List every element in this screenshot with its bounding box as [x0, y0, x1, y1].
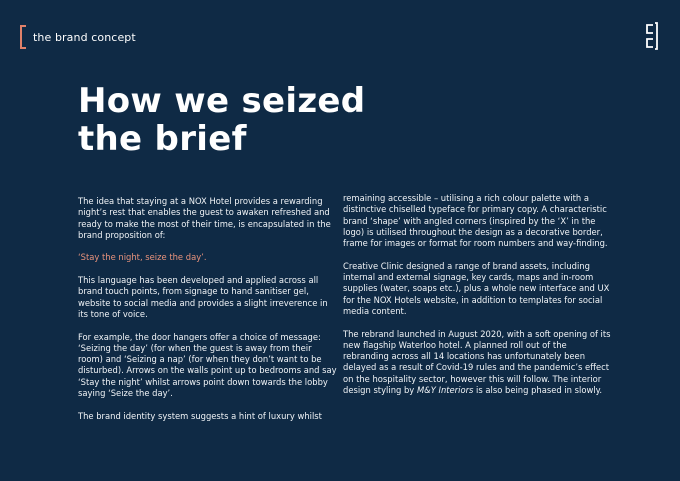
body-column-right — [343, 193, 613, 408]
paragraph: The brand identity system suggests a hint of luxury whilst — [78, 410, 322, 421]
paragraph — [343, 329, 613, 397]
paragraph-text: The rebrand launched in August 2020, with a soft opening of its new flagship Waterloo hotel. A planned roll out of the rebranding across all 14 locations has unfortunately been delayed as a result of Covid-19 rules and the pandemic’s effect on the hospitality sector, however this will follow. The interior design styling by — [343, 328, 611, 396]
body-column-left — [78, 196, 338, 433]
bracket-icon — [20, 25, 26, 49]
creative-clinic-logo-icon — [642, 22, 658, 50]
paragraph: Creative Clinic designed a range of brand assets, including internal and external signage, key cards, maps and in-room supplies (water, soaps etc.), plus a whole new interface and UX for the NOX Hotels website, in addition to templates for social media content. — [343, 260, 610, 316]
page-title — [78, 82, 398, 158]
paragraph: The idea that staying at a NOX Hotel provides a rewarding night’s rest that enables the guest to awaken refreshed and ready to make the most of their time, is encapsulated in the brand proposition of: — [78, 196, 331, 240]
brand-tagline: ‘Stay the night, seize the day’. — [78, 252, 207, 263]
page-title-line-2: the brief — [78, 119, 247, 159]
paragraph: This language has been developed and applied across all brand touch points, from signage to hand sanitiser gel, website to social media and provides a slight irreverence in its tone of voice. — [78, 275, 328, 319]
interior-designer-name: M&Y Interiors — [416, 385, 474, 396]
paragraph: For example, the door hangers offer a choice of message: ‘Seizing the day’ (for when the guest is away from their room) and ‘Seizing a nap’ (for when they don’t want to be disturbed). Arrows on the walls point up to bedrooms and say ‘Stay the night’ whilst arrows point down towards the lobby saying ‘Seize the day’. — [78, 331, 337, 399]
page-title-line-1: How we seized — [78, 81, 366, 121]
section-tag — [20, 25, 136, 49]
section-label: the brand concept — [33, 30, 136, 44]
paragraph: remaining accessible – utilising a rich colour palette with a distinctive chiselled typeface for primary copy. A characteristic brand ‘shape’ with angled corners (inspired by the ‘X’ in the logo) is utilised throughout the design as a decorative border, frame for images or format for room numbers and way-finding. — [343, 193, 608, 249]
paragraph-text-end: is also being phased in slowly. — [473, 385, 603, 396]
